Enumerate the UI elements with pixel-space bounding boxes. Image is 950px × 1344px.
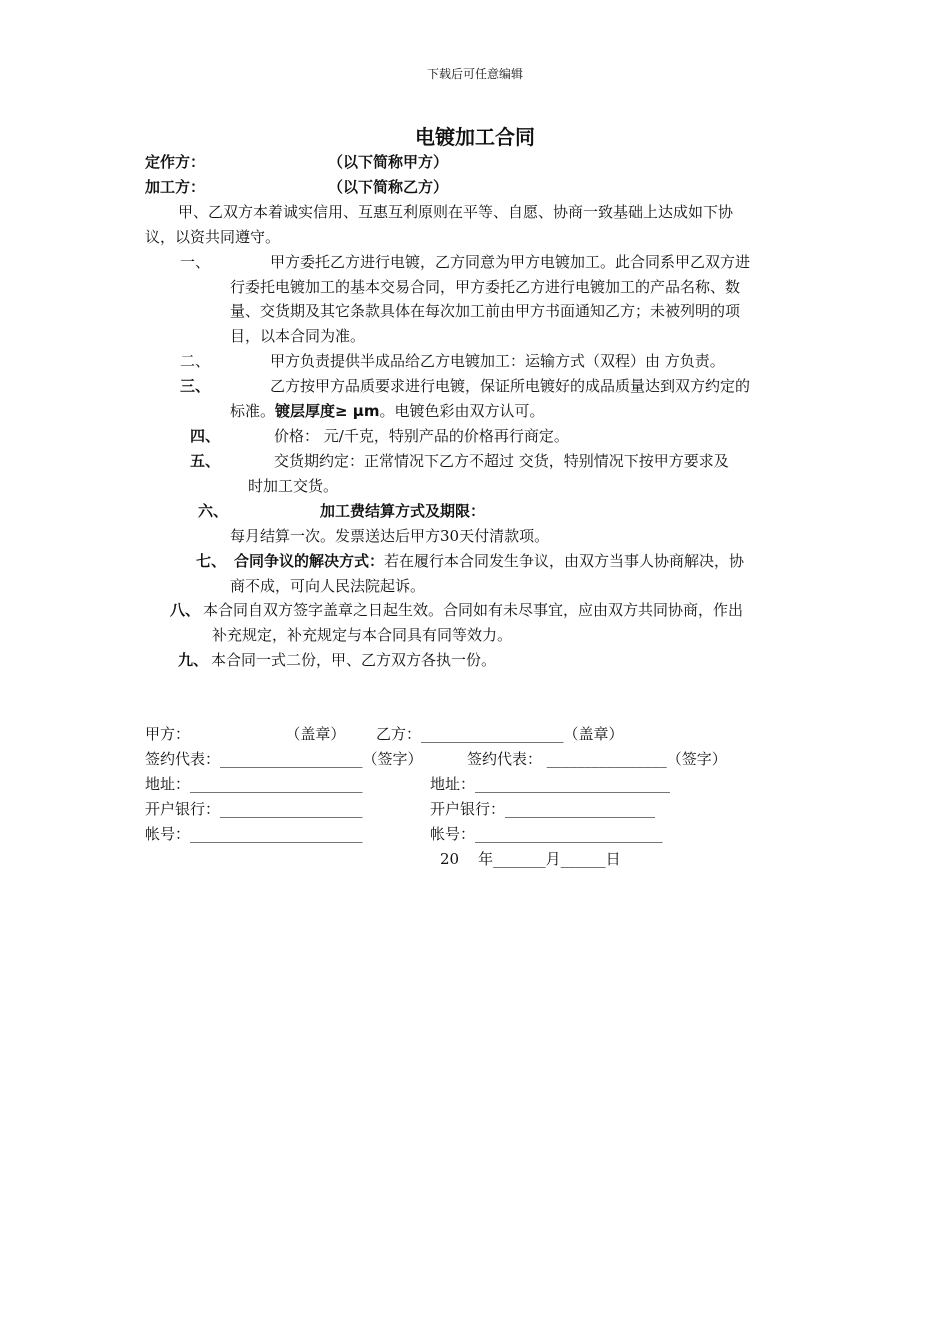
clause-3-color: 。电镀色彩由双方认可。 bbox=[379, 402, 545, 420]
clause-8-line-1: 本合同自双方签字盖章之日起生效。合同如有未尽事宜，应由双方共同协商，作出 bbox=[203, 601, 744, 619]
sign-bank-b: 开户银行：____________________ bbox=[430, 800, 656, 818]
clause-1-line-4: 目，以本合同为准。 bbox=[230, 327, 366, 345]
clause-8-line-2: 补充规定，补充规定与本合同具有同等效力。 bbox=[212, 626, 513, 644]
clause-7-line-2: 商不成，可向人民法院起诉。 bbox=[230, 577, 426, 595]
sign-party-b: 乙方：___________________（盖章） bbox=[376, 725, 624, 743]
clause-6-number: 六、 bbox=[198, 502, 229, 520]
clause-3-number: 三、 bbox=[180, 377, 211, 395]
clause-5-line-2: 时加工交货。 bbox=[248, 477, 339, 495]
clause-1-line-2: 行委托电镀加工的基本交易合同，甲方委托乙方进行电镀加工的产品名称、数 bbox=[230, 278, 741, 296]
clause-5-number: 五、 bbox=[190, 452, 221, 470]
party-b-alias: （以下简称乙方） bbox=[328, 178, 449, 196]
sign-party-a: 甲方： （盖章） bbox=[145, 725, 346, 743]
sign-bank-a: 开户银行：___________________ bbox=[145, 800, 363, 818]
sign-date: 20 年_______月______日 bbox=[440, 850, 621, 868]
intro-line-2: 议，以资共同遵守。 bbox=[145, 228, 281, 246]
clause-7-heading: 合同争议的解决方式： bbox=[234, 552, 385, 570]
plating-thickness: 镀层厚度≥ μm bbox=[275, 402, 380, 420]
clause-7-text: 若在履行本合同发生争议，由双方当事人协商解决，协 bbox=[384, 552, 745, 570]
clause-1-line-1: 甲方委托乙方进行电镀，乙方同意为甲方电镀加工。此合同系甲乙双方进 bbox=[270, 253, 751, 271]
clause-1-number: 一、 bbox=[180, 253, 211, 271]
sign-rep-b: 签约代表： ________________（签字） bbox=[467, 750, 727, 768]
clause-9-line-1: 本合同一式二份，甲、乙方双方各执一份。 bbox=[211, 651, 497, 669]
clause-5-line-1: 交货期约定：正常情况下乙方不超过 交货，特别情况下按甲方要求及 bbox=[274, 452, 729, 470]
clause-3-line-2 bbox=[230, 401, 545, 421]
clause-3-line-1: 乙方按甲方品质要求进行电镀，保证所电镀好的成品质量达到双方约定的 bbox=[270, 377, 751, 395]
clause-1-line-3: 量、交货期及其它条款具体在每次加工前由甲方书面通知乙方；未被列明的项 bbox=[230, 302, 741, 320]
clause-9-number: 九、 bbox=[178, 651, 209, 669]
party-a-alias: （以下简称甲方） bbox=[328, 153, 449, 171]
header-note: 下载后可任意编辑 bbox=[426, 67, 523, 81]
sign-account-a: 帐号：_______________________ bbox=[145, 825, 363, 843]
party-a-label: 定作方： bbox=[145, 153, 206, 171]
clause-4-number: 四、 bbox=[190, 427, 221, 445]
sign-rep-a: 签约代表：___________________（签字） bbox=[145, 750, 423, 768]
sign-account-b: 帐号：_________________________ bbox=[430, 825, 663, 843]
sign-address-b: 地址：__________________________ bbox=[430, 775, 671, 793]
sign-address-a: 地址：_______________________ bbox=[145, 775, 363, 793]
document-title: 电镀加工合同 bbox=[415, 125, 535, 149]
intro-line-1: 甲、乙双方本着诚实信用、互惠互利原则在平等、自愿、协商一致基础上达成如下协 bbox=[178, 203, 734, 221]
clause-6-heading: 加工费结算方式及期限： bbox=[320, 502, 486, 520]
clause-2-number: 二、 bbox=[180, 352, 211, 370]
clause-3-standard: 标准。 bbox=[230, 402, 276, 420]
clause-6-line-2: 每月结算一次。发票送达后甲方30天付清款项。 bbox=[230, 527, 550, 545]
clause-7-line-1 bbox=[234, 551, 744, 571]
party-b-label: 加工方： bbox=[145, 178, 206, 196]
clause-7-number: 七、 bbox=[196, 552, 227, 570]
clause-4-line-1: 价格： 元/千克，特别产品的价格再行商定。 bbox=[274, 427, 569, 445]
clause-2-line-1: 甲方负责提供半成品给乙方电镀加工：运输方式（双程）由 方负责。 bbox=[270, 352, 725, 370]
clause-8-number: 八、 bbox=[170, 601, 201, 619]
